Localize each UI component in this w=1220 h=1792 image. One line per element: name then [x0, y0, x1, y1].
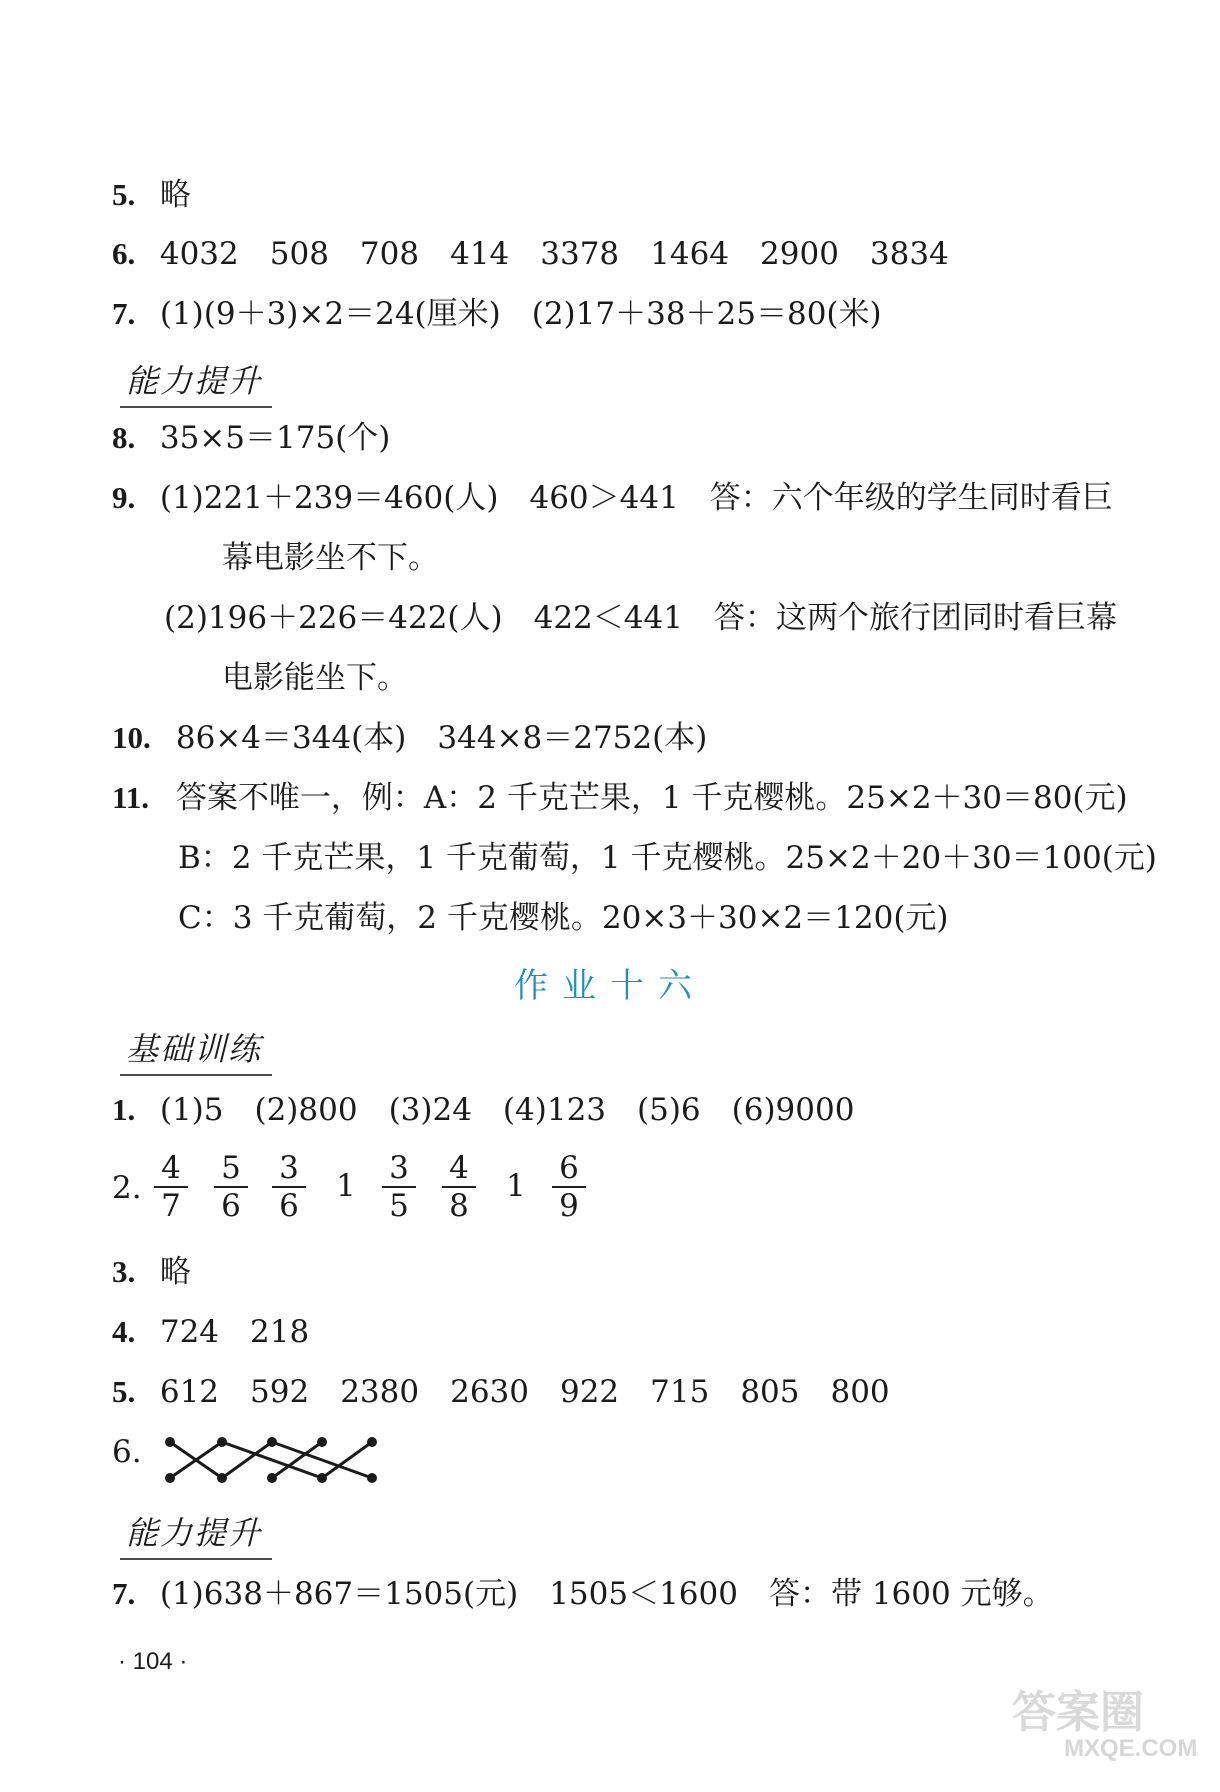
answer-text: 略 — [159, 177, 191, 213]
dot — [165, 1473, 175, 1483]
answer-text: 略 — [159, 1254, 191, 1290]
answer-6 — [112, 234, 949, 274]
watermark-logo: 答案圈 — [1012, 1687, 1144, 1738]
practice-1 — [112, 1090, 854, 1130]
answer-5 — [112, 175, 191, 215]
practice-7 — [112, 1574, 1054, 1614]
practice-4 — [112, 1312, 309, 1352]
answer-number: 3. — [112, 1254, 136, 1289]
fraction-numerator: 4 — [442, 1150, 476, 1188]
answer-number: 11. — [112, 780, 150, 815]
answer-7 — [112, 294, 882, 334]
answer-number: 7. — [112, 1576, 136, 1611]
answer-text: (1)638＋867＝1505(元) 1505＜1600 答：带 1600 元够。 — [159, 1576, 1054, 1612]
dot — [217, 1437, 227, 1447]
dot — [267, 1437, 277, 1447]
dot — [217, 1473, 227, 1483]
fraction — [214, 1150, 248, 1224]
fraction — [552, 1150, 586, 1224]
answer-text: (1)5 (2)800 (3)24 (4)123 (5)6 (6)9000 — [159, 1092, 855, 1128]
fraction-denominator: 6 — [221, 1188, 241, 1224]
fraction-denominator: 6 — [279, 1188, 299, 1224]
answer-text: 答案不唯一，例：A：2 千克芒果，1 千克樱桃。25×2＋30＝80(元) — [175, 780, 1128, 816]
fraction — [442, 1150, 476, 1224]
dot — [267, 1473, 277, 1483]
dot — [317, 1473, 327, 1483]
answer-number: 6. — [112, 236, 136, 271]
answer-text: 612 592 2380 2630 922 715 805 800 — [159, 1374, 890, 1410]
dot — [165, 1437, 175, 1447]
answer-8 — [112, 418, 390, 458]
fraction-numerator: 5 — [214, 1150, 248, 1188]
whole-number: 1 — [506, 1168, 526, 1204]
dot — [367, 1437, 377, 1447]
answer-9-line-1 — [112, 478, 1113, 518]
answer-number: 5. — [112, 1374, 136, 1409]
fraction-denominator: 7 — [161, 1188, 181, 1224]
answer-text: (1)(9＋3)×2＝24(厘米) (2)17＋38＋25＝80(米) — [159, 296, 882, 332]
answer-number: 9. — [112, 480, 136, 515]
fraction-denominator: 9 — [559, 1188, 579, 1224]
fraction-denominator: 5 — [389, 1188, 409, 1224]
answer-10 — [112, 718, 707, 758]
answer-number: 4. — [112, 1314, 136, 1349]
answer-number: 10. — [112, 720, 151, 755]
whole-number: 1 — [336, 1168, 356, 1204]
page-number: · 104 · — [118, 1648, 188, 1675]
matching-lines-diagram — [160, 1430, 390, 1490]
practice-5 — [112, 1372, 890, 1412]
dot — [367, 1473, 377, 1483]
watermark-url: MXQE.COM — [1064, 1735, 1198, 1762]
assignment-title: 作业十六 — [514, 966, 706, 1006]
dot — [317, 1437, 327, 1447]
answer-number: 8. — [112, 420, 136, 455]
section-heading-basic: 基础训练 — [120, 1024, 272, 1076]
section-heading-ability-2: 能力提升 — [120, 1508, 272, 1560]
practice-6-number: 6. — [112, 1434, 142, 1470]
fraction-numerator: 6 — [552, 1150, 586, 1188]
connector-line — [222, 1442, 272, 1478]
fraction — [272, 1150, 306, 1224]
answer-11-line-3: C：3 千克葡萄，2 千克樱桃。20×3＋30×2＝120(元) — [178, 900, 949, 936]
fraction-numerator: 4 — [154, 1150, 188, 1188]
practice-3 — [112, 1252, 191, 1292]
connector-line — [272, 1442, 372, 1478]
fraction-numerator: 3 — [272, 1150, 306, 1188]
connector-line — [222, 1442, 322, 1478]
answer-text: (1)221＋239＝460(人) 460＞441 答：六个年级的学生同时看巨 — [159, 480, 1113, 516]
practice-2-number: 2. — [112, 1170, 142, 1206]
fraction — [382, 1150, 416, 1224]
answer-number: 1. — [112, 1092, 136, 1127]
answer-text: 86×4＝344(本) 344×8＝2752(本) — [175, 720, 708, 756]
fraction — [154, 1150, 188, 1224]
answer-text: 35×5＝175(个) — [159, 420, 391, 456]
answer-11-line-1 — [112, 778, 1128, 818]
answer-9-line-2: 幕电影坐不下。 — [222, 540, 439, 576]
connector-line — [322, 1442, 372, 1478]
answer-text: 724 218 — [159, 1314, 310, 1350]
fraction-numerator: 3 — [382, 1150, 416, 1188]
answer-11-line-2: B：2 千克芒果，1 千克葡萄，1 千克樱桃。25×2＋20＋30＝100(元) — [178, 840, 1157, 876]
fraction-denominator: 8 — [449, 1188, 469, 1224]
answer-9-line-4: 电影能坐下。 — [222, 660, 408, 696]
answer-number: 5. — [112, 177, 136, 212]
section-heading-ability-1: 能力提升 — [120, 356, 272, 408]
answer-9-line-3: (2)196＋226＝422(人) 422＜441 答：这两个旅行团同时看巨幕 — [164, 600, 1117, 636]
answer-text: 4032 508 708 414 3378 1464 2900 3834 — [159, 236, 949, 272]
connector-lines — [170, 1442, 372, 1478]
answer-number: 7. — [112, 296, 136, 331]
connector-line — [272, 1442, 322, 1478]
